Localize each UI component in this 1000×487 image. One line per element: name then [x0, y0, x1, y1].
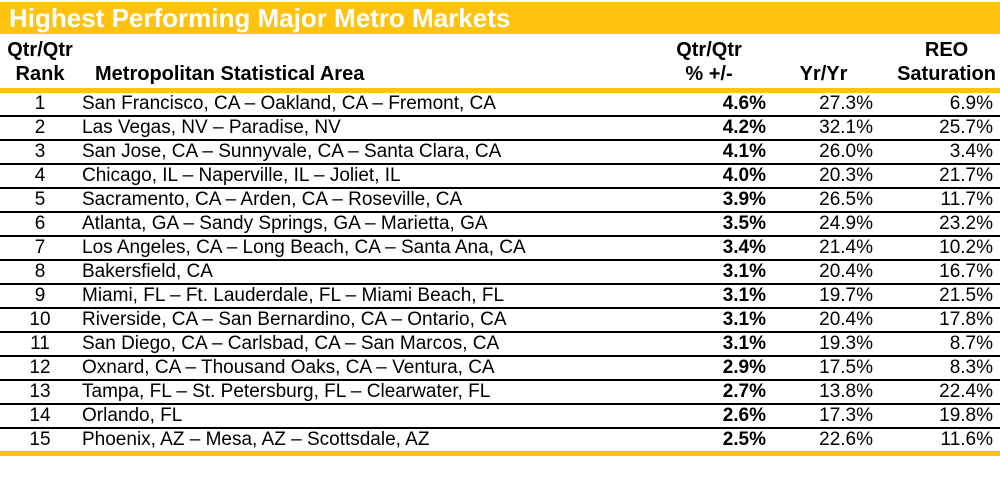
msa-cell: Atlanta, GA – Sandy Springs, GA – Marietta, GA — [80, 212, 648, 236]
table-row — [0, 284, 1000, 308]
yr-change-cell: 26.5% — [770, 188, 877, 212]
reo-saturation-cell: 8.3% — [877, 356, 1000, 380]
table-row — [0, 260, 1000, 284]
qtr-change-cell: 3.1% — [648, 308, 770, 332]
msa-cell: Chicago, IL – Naperville, IL – Joliet, IL — [80, 164, 648, 188]
msa-cell: Las Vegas, NV – Paradise, NV — [80, 116, 648, 140]
yr-change-cell: 20.4% — [770, 308, 877, 332]
qtr-header-line2: % +/- — [685, 63, 733, 85]
yr-change-cell: 20.3% — [770, 164, 877, 188]
rank-cell: 6 — [0, 212, 80, 236]
reo-saturation-cell: 21.5% — [877, 284, 1000, 308]
reo-saturation-column-header — [877, 34, 1000, 91]
qtr-change-cell: 3.5% — [648, 212, 770, 236]
msa-cell: Orlando, FL — [80, 404, 648, 428]
msa-cell: Los Angeles, CA – Long Beach, CA – Santa Ana, CA — [80, 236, 648, 260]
rank-cell: 7 — [0, 236, 80, 260]
qtr-change-cell: 2.5% — [722, 429, 766, 450]
table-row — [0, 428, 1000, 451]
qtr-change-cell: 2.6% — [648, 404, 770, 428]
footer-rule — [0, 451, 1000, 456]
rank-cell: 12 — [0, 356, 80, 380]
qtr-change-cell: 3.4% — [648, 236, 770, 260]
reo-saturation-cell: 25.7% — [877, 116, 1000, 140]
msa-column-header — [80, 34, 648, 91]
table-row — [0, 356, 1000, 380]
table-row — [0, 140, 1000, 164]
reo-saturation-cell: 22.4% — [877, 380, 1000, 404]
rank-cell: 11 — [0, 332, 80, 356]
yr-change-cell: 13.8% — [770, 380, 877, 404]
qtr-header-line1: Qtr/Qtr — [676, 39, 742, 61]
qtr-change-cell: 3.1% — [648, 260, 770, 284]
qtr-change-cell: 4.0% — [648, 164, 770, 188]
reo-saturation-cell: 11.6% — [940, 429, 993, 450]
table-row — [0, 91, 1000, 117]
reo-saturation-cell: 8.7% — [877, 332, 1000, 356]
qtr-change-cell: 2.7% — [648, 380, 770, 404]
table-body — [0, 91, 1000, 452]
reo-saturation-cell: 19.8% — [877, 404, 1000, 428]
table-row — [0, 212, 1000, 236]
page — [0, 2, 1000, 487]
rank-cell: 10 — [0, 308, 80, 332]
table-row — [0, 332, 1000, 356]
yr-change-cell: 20.4% — [770, 260, 877, 284]
reo-saturation-cell: 21.7% — [877, 164, 1000, 188]
qtr-change-cell: 3.9% — [648, 188, 770, 212]
rank-column-header — [0, 34, 80, 91]
table-header — [0, 34, 1000, 91]
rank-cell: 2 — [0, 116, 80, 140]
rank-cell: 9 — [0, 284, 80, 308]
msa-cell: San Jose, CA – Sunnyvale, CA – Santa Clara, CA — [80, 140, 648, 164]
yr-change-cell: 27.3% — [770, 91, 877, 117]
msa-cell: Tampa, FL – St. Petersburg, FL – Clearwater, FL — [80, 380, 648, 404]
qtr-change-column-header — [648, 34, 770, 91]
msa-cell: Miami, FL – Ft. Lauderdale, FL – Miami Beach, FL — [80, 284, 648, 308]
table-row — [0, 236, 1000, 260]
table-row — [0, 164, 1000, 188]
rank-cell: 1 — [0, 91, 80, 117]
yr-change-cell: 19.7% — [770, 284, 877, 308]
qtr-change-cell: 4.1% — [648, 140, 770, 164]
reo-saturation-cell: 3.4% — [877, 140, 1000, 164]
yr-change-cell: 22.6% — [819, 429, 873, 450]
page-title: Highest Performing Major Metro Markets — [0, 2, 1000, 34]
qtr-change-cell: 4.6% — [648, 91, 770, 117]
yr-change-cell: 17.3% — [770, 404, 877, 428]
msa-cell: Riverside, CA – San Bernardino, CA – Ontario, CA — [80, 308, 648, 332]
table-row — [0, 116, 1000, 140]
qtr-change-cell: 3.1% — [648, 284, 770, 308]
rank-cell: 8 — [0, 260, 80, 284]
rank-cell: 13 — [0, 380, 80, 404]
msa-cell: Oxnard, CA – Thousand Oaks, CA – Ventura, CA — [80, 356, 648, 380]
reo-saturation-cell: 16.7% — [877, 260, 1000, 284]
reo-header-line1: REO — [924, 39, 969, 61]
rank-cell: 3 — [0, 140, 80, 164]
table-row — [0, 188, 1000, 212]
msa-cell: Phoenix, AZ – Mesa, AZ – Scottsdale, AZ — [82, 429, 430, 450]
rank-header-line2: Rank — [15, 63, 65, 85]
rank-cell: 15 — [29, 429, 51, 450]
table-row — [0, 308, 1000, 332]
qtr-change-cell: 3.1% — [648, 332, 770, 356]
reo-saturation-cell: 23.2% — [877, 212, 1000, 236]
rank-header-line1: Qtr/Qtr — [7, 39, 73, 61]
metro-markets-table — [0, 34, 1000, 451]
reo-saturation-cell: 11.7% — [877, 188, 1000, 212]
yr-change-cell: 19.3% — [770, 332, 877, 356]
msa-cell: San Francisco, CA – Oakland, CA – Fremont, CA — [80, 91, 648, 117]
table-row — [0, 404, 1000, 428]
table-row — [0, 380, 1000, 404]
rank-cell: 4 — [0, 164, 80, 188]
yr-change-cell: 24.9% — [770, 212, 877, 236]
msa-cell: Sacramento, CA – Arden, CA – Roseville, CA — [80, 188, 648, 212]
yr-change-cell: 26.0% — [770, 140, 877, 164]
rank-cell: 5 — [0, 188, 80, 212]
yr-header-label: Yr/Yr — [799, 63, 848, 85]
qtr-change-cell: 2.9% — [648, 356, 770, 380]
msa-header-label: Metropolitan Statistical Area — [95, 63, 365, 85]
msa-cell: San Diego, CA – Carlsbad, CA – San Marcos, CA — [80, 332, 648, 356]
reo-saturation-cell: 17.8% — [877, 308, 1000, 332]
yr-change-cell: 21.4% — [770, 236, 877, 260]
reo-saturation-cell: 6.9% — [877, 91, 1000, 117]
rank-cell: 14 — [0, 404, 80, 428]
yr-change-cell: 32.1% — [770, 116, 877, 140]
msa-cell: Bakersfield, CA — [80, 260, 648, 284]
qtr-change-cell: 4.2% — [648, 116, 770, 140]
yr-column-header — [770, 34, 877, 91]
reo-saturation-cell: 10.2% — [877, 236, 1000, 260]
reo-header-line2: Saturation — [897, 63, 996, 85]
yr-change-cell: 17.5% — [770, 356, 877, 380]
